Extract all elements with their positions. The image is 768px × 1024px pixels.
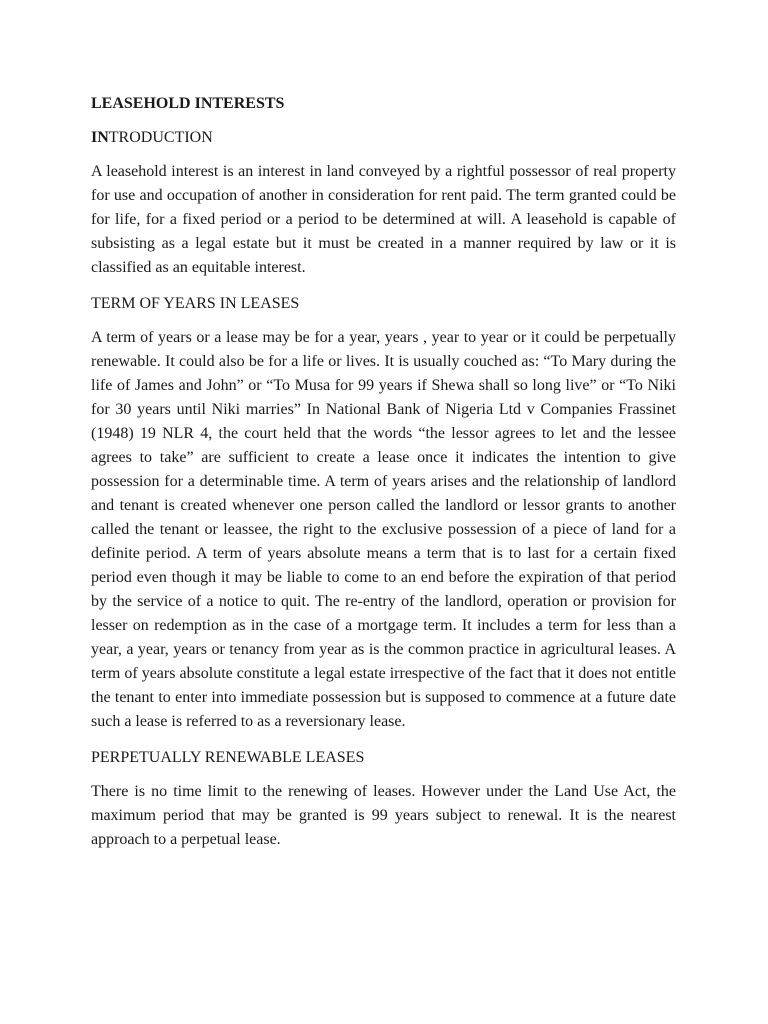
intro-heading [91, 126, 676, 150]
section-heading-perpetually-renewable: PERPETUALLY RENEWABLE LEASES [91, 749, 365, 766]
intro-heading-bold: IN [91, 129, 109, 146]
section-paragraph-perpetually-renewable: There is no time limit to the renewing of leases. However under the Land Use Act, the maximum period that may be granted is 99 years subject to renewal. It is the nearest approach to a perpetual lease. [91, 783, 676, 848]
document-title: LEASEHOLD INTERESTS [91, 95, 285, 112]
document-page [91, 92, 676, 864]
intro-paragraph: A leasehold interest is an interest in land conveyed by a rightful possessor of real property for use and occupation of another in consideration for rent paid. The term granted could be for life, for a fixed period or a period to be determined at will. A leasehold is capable of subsisting as a legal estate but it must be created in a manner required by law or it is classified as an equitable interest. [91, 163, 676, 276]
section-paragraph-term-of-years: A term of years or a lease may be for a year, years , year to year or it could be perpetually renewable. It could also be for a life or lives. It is usually couched as: “To Mary during the life of James and John” or “To Musa for 99 years if Shewa shall so long live” or “To Niki for 30 years until Niki marries” In National Bank of Nigeria Ltd v Companies Frassinet (1948) 19 NLR 4, the court held that the words “the lessor agrees to let and the lessee agrees to take” are sufficient to create a lease once it indicates the intention to give possession for a determinable time. A term of years arises and the relationship of landlord and tenant is created whenever one person called the landlord or lessor grants to another called the tenant or leassee, the right to the exclusive possession of a piece of land for a definite period. A term of years absolute means a term that is to last for a certain fixed period even though it may be liable to come to an end before the expiration of that period by the service of a notice to quit. The re-entry of the landlord, operation or provision for lesser on redemption as in the case of a mortgage term. It includes a term for less than a year, a year, years or tenancy from year as is the common practice in agricultural leases. A term of years absolute constitute a legal estate irrespective of the fact that it does not entitle the tenant to enter into immediate possession but is supposed to commence at a future date such a lease is referred to as a reversionary lease. [91, 329, 676, 730]
section-heading-term-of-years: TERM OF YEARS IN LEASES [91, 295, 300, 312]
intro-heading-rest: TRODUCTION [108, 129, 213, 146]
